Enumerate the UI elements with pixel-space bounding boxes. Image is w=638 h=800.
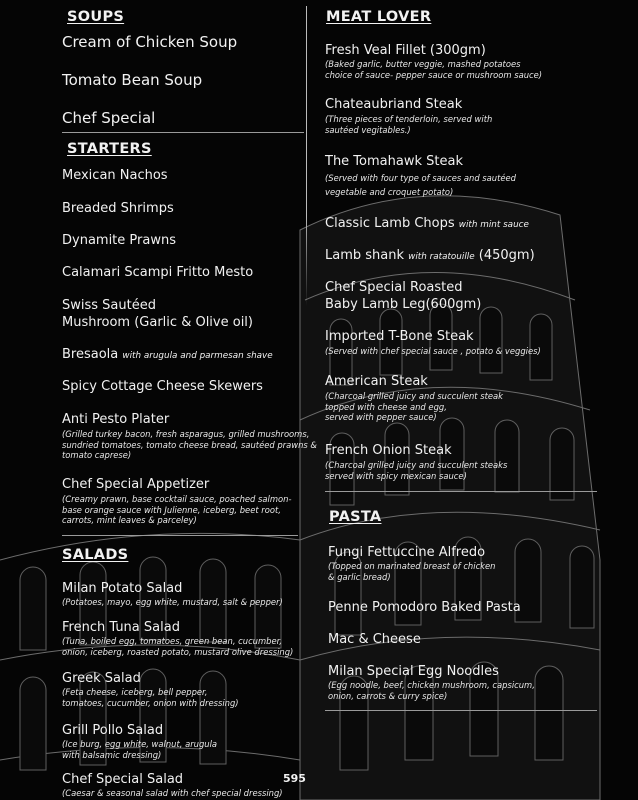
menu-item-name: American Steak bbox=[325, 374, 428, 389]
section-divider bbox=[325, 710, 597, 711]
menu-item-desc: (Three pieces of tenderloin, served with sautéed vegitables.) bbox=[325, 114, 493, 135]
section-divider bbox=[62, 132, 304, 133]
menu-item-desc: (Baked garlic, butter veggie, mashed potatoes choice of sauce- pepper sauce or mushroom sauce) bbox=[325, 59, 543, 80]
menu-item-name: Greek Salad bbox=[62, 671, 141, 686]
menu-item-name: Mexican Nachos bbox=[62, 168, 168, 183]
salads-heading: SALADS bbox=[62, 547, 129, 563]
menu-item-desc: (Potatoes, mayo, egg white, mustard, salt & pepper) bbox=[62, 597, 283, 607]
pasta-heading: PASTA bbox=[329, 509, 382, 525]
soups-heading: SOUPS bbox=[67, 9, 125, 25]
menu-item-name: Mac & Cheese bbox=[328, 632, 421, 647]
menu-item-name: Tomato Bean Soup bbox=[62, 71, 203, 89]
menu-item-name: Imported T-Bone Steak bbox=[325, 329, 474, 344]
menu-item-name: Milan Special Egg Noodles bbox=[328, 664, 499, 679]
menu-item-name: Bresaola bbox=[62, 347, 119, 362]
menu-item-name: The Tomahawk Steak bbox=[325, 154, 463, 169]
page-number: 595 bbox=[283, 772, 306, 785]
menu-item-name: Cream of Chicken Soup bbox=[62, 33, 238, 51]
menu-item-name: Mushroom (Garlic & Olive oil) bbox=[62, 315, 253, 330]
menu-item-name: Penne Pomodoro Baked Pasta bbox=[328, 600, 521, 615]
menu-item-name: Dynamite Prawns bbox=[62, 233, 176, 248]
menu-item-desc: (Creamy prawn, base cocktail sauce, poached salmon- base orange sauce with Julienne, iceberg, beet root, carrots, mint leaves & parceley) bbox=[62, 494, 292, 525]
menu-item-name: Chef Special bbox=[62, 109, 156, 127]
menu-item-inline-desc: with mint sauce bbox=[458, 220, 529, 230]
column-divider bbox=[306, 6, 307, 306]
menu-item-name: Chef Special Salad bbox=[62, 772, 184, 787]
menu-item-name: French Tuna Salad bbox=[62, 620, 180, 635]
menu-item-desc: (Topped on marinated breast of chicken & garlic bread) bbox=[328, 561, 496, 582]
menu-item-desc: (Tuna, boiled egg, tomatoes, green bean, cucumber, onion, iceberg, roasted potato, mustard olive dressing) bbox=[62, 636, 294, 657]
menu-item-desc: (Charcoal grilled juicy and succulent steak topped with cheese and egg, served with pepper sauce) bbox=[325, 391, 504, 422]
section-divider bbox=[325, 491, 597, 492]
menu-item-desc: (Ice burg, egg white, walnut, arugula with balsamic dressing) bbox=[62, 739, 218, 760]
menu-item-row bbox=[325, 216, 529, 231]
menu-item-inline-desc: with ratatouille bbox=[408, 252, 475, 262]
menu-item-desc: (Feta cheese, iceberg, bell pepper, tomatoes, cucumber, onion with dressing) bbox=[62, 687, 239, 708]
menu-item-name: Lamb shank bbox=[325, 248, 405, 263]
menu-item-name: Swiss Sautéed bbox=[62, 298, 156, 313]
menu-item-desc: (Served with chef special sauce , potato & veggies) bbox=[325, 346, 541, 356]
meat-lover-heading: MEAT LOVER bbox=[326, 9, 432, 25]
menu-item-name: Fresh Veal Fillet (300gm) bbox=[325, 43, 486, 58]
menu-item-name: Fungi Fettuccine Alfredo bbox=[328, 545, 486, 560]
menu-item-name: Spicy Cottage Cheese Skewers bbox=[62, 379, 263, 394]
menu-item-name: Chateaubriand Steak bbox=[325, 97, 463, 112]
menu-item-desc: (Served with four type of sauces and sautéed vegetable and croquet potato) bbox=[325, 173, 517, 197]
menu-item-inline-desc: with arugula and parmesan shave bbox=[122, 351, 273, 361]
menu-item-desc: (Grilled turkey bacon, fresh asparagus, grilled mushrooms, sundried tomatoes, tomato cheese bread, sautéed prawns & tomato caprese) bbox=[62, 429, 317, 460]
menu-item-name: Anti Pesto Plater bbox=[62, 412, 170, 427]
starters-heading: STARTERS bbox=[67, 141, 152, 157]
menu-item-name: Chef Special Appetizer bbox=[62, 477, 210, 492]
menu-item-name: Baby Lamb Leg(600gm) bbox=[325, 297, 482, 312]
menu-item-name: Milan Potato Salad bbox=[62, 581, 183, 596]
menu-item-name: Calamari Scampi Fritto Mesto bbox=[62, 265, 254, 280]
section-divider bbox=[62, 535, 298, 536]
menu-item-desc: (Caesar & seasonal salad with chef special dressing) bbox=[62, 788, 283, 798]
menu-item-name: Classic Lamb Chops bbox=[325, 216, 455, 231]
menu-item-name: Breaded Shrimps bbox=[62, 201, 174, 216]
menu-item-row bbox=[325, 248, 535, 263]
menu-item-weight: (450gm) bbox=[478, 248, 535, 263]
menu-item-name: French Onion Steak bbox=[325, 443, 452, 458]
menu-item-desc: (Charcoal grilled juicy and succulent steaks served with spicy mexican sauce) bbox=[325, 460, 508, 481]
menu-item-name: Grill Pollo Salad bbox=[62, 723, 164, 738]
menu-item-name: Chef Special Roasted bbox=[325, 280, 463, 295]
menu-item-row bbox=[62, 347, 273, 362]
menu-item-desc: (Egg noodle, beef, chicken mushroom, capsicum, onion, carrots & curry spice) bbox=[328, 680, 535, 701]
